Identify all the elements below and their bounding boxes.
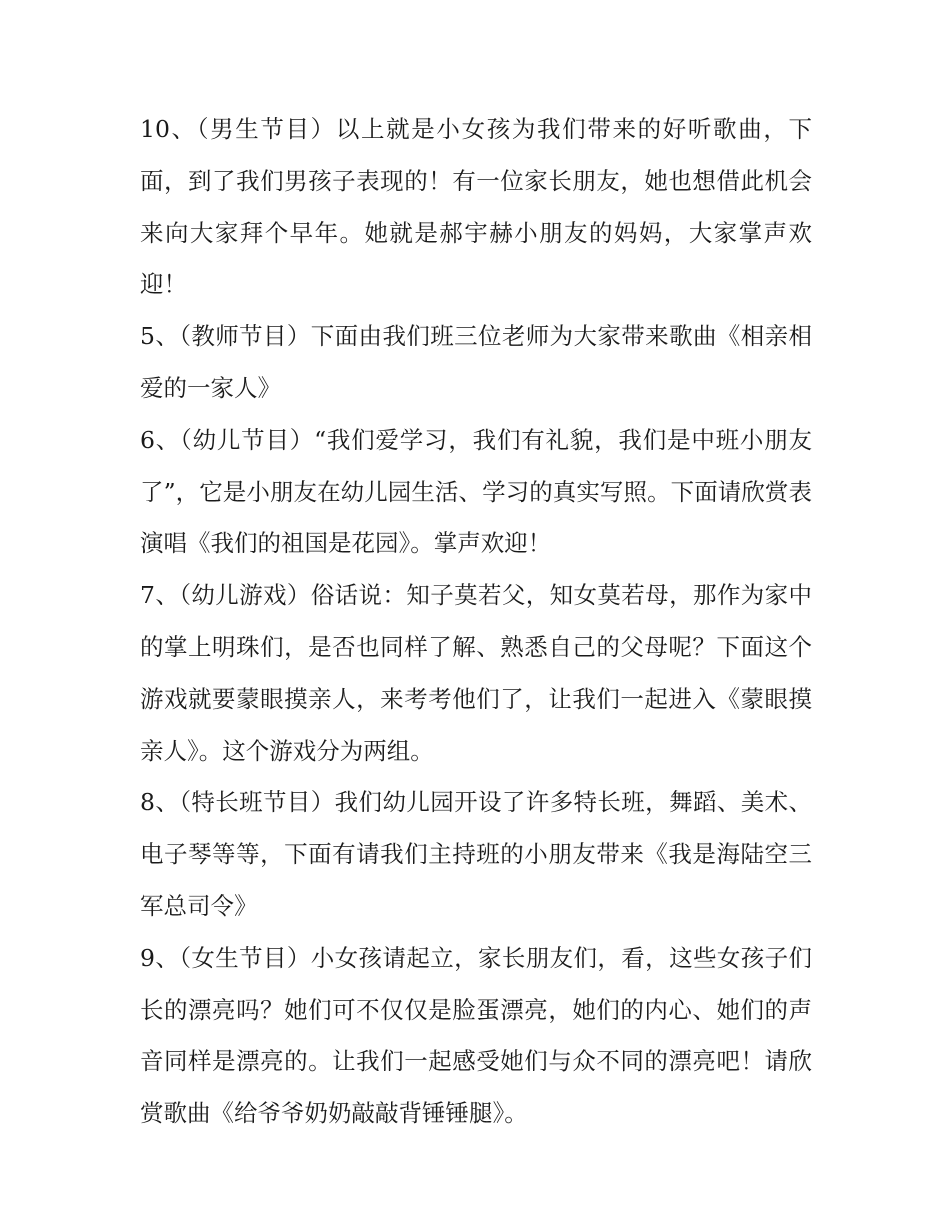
paragraph-item-8: 8、（特长班节目）我们幼儿园开设了许多特长班，舞蹈、美术、电子琴等等，下面有请我们主持班的小朋友带来《我是海陆空三军总司令》 — [140, 788, 812, 920]
paragraph-item-6: 6、（幼儿节目）“我们爱学习，我们有礼貌，我们是中班小朋友了”，它是小朋友在幼儿园生活、学习的真实写照。下面请欣赏表演唱《我们的祖国是花园》。掌声欢迎！ — [140, 425, 812, 558]
paragraph-item-10: 10、（男生节目）以上就是小女孩为我们带来的好听歌曲，下面，到了我们男孩子表现的！有一位家长朋友，她也想借此机会来向大家拜个早年。她就是郝宇赫小朋友的妈妈，大家掌声欢迎！ — [140, 115, 812, 299]
document-body — [140, 104, 812, 1140]
paragraph-item-9: 9、（女生节目）小女孩请起立，家长朋友们，看，这些女孩子们长的漂亮吗？她们可不仅仅是脸蛋漂亮，她们的内心、她们的声音同样是漂亮的。让我们一起感受她们与众不同的漂亮吧！请欣赏歌曲《给爷爷奶奶敲敲背锤锤腿》。 — [140, 943, 812, 1128]
paragraph-item-7: 7、（幼儿游戏）俗话说：知子莫若父，知女莫若母，那作为家中的掌上明珠们，是否也同样了解、熟悉自己的父母呢？下面这个游戏就要蒙眼摸亲人，来考考他们了，让我们一起进入《蒙眼摸亲人》。这个游戏分为两组。 — [140, 581, 812, 765]
paragraph-item-5: 5、（教师节目）下面由我们班三位老师为大家带来歌曲《相亲相爱的一家人》 — [140, 322, 812, 402]
